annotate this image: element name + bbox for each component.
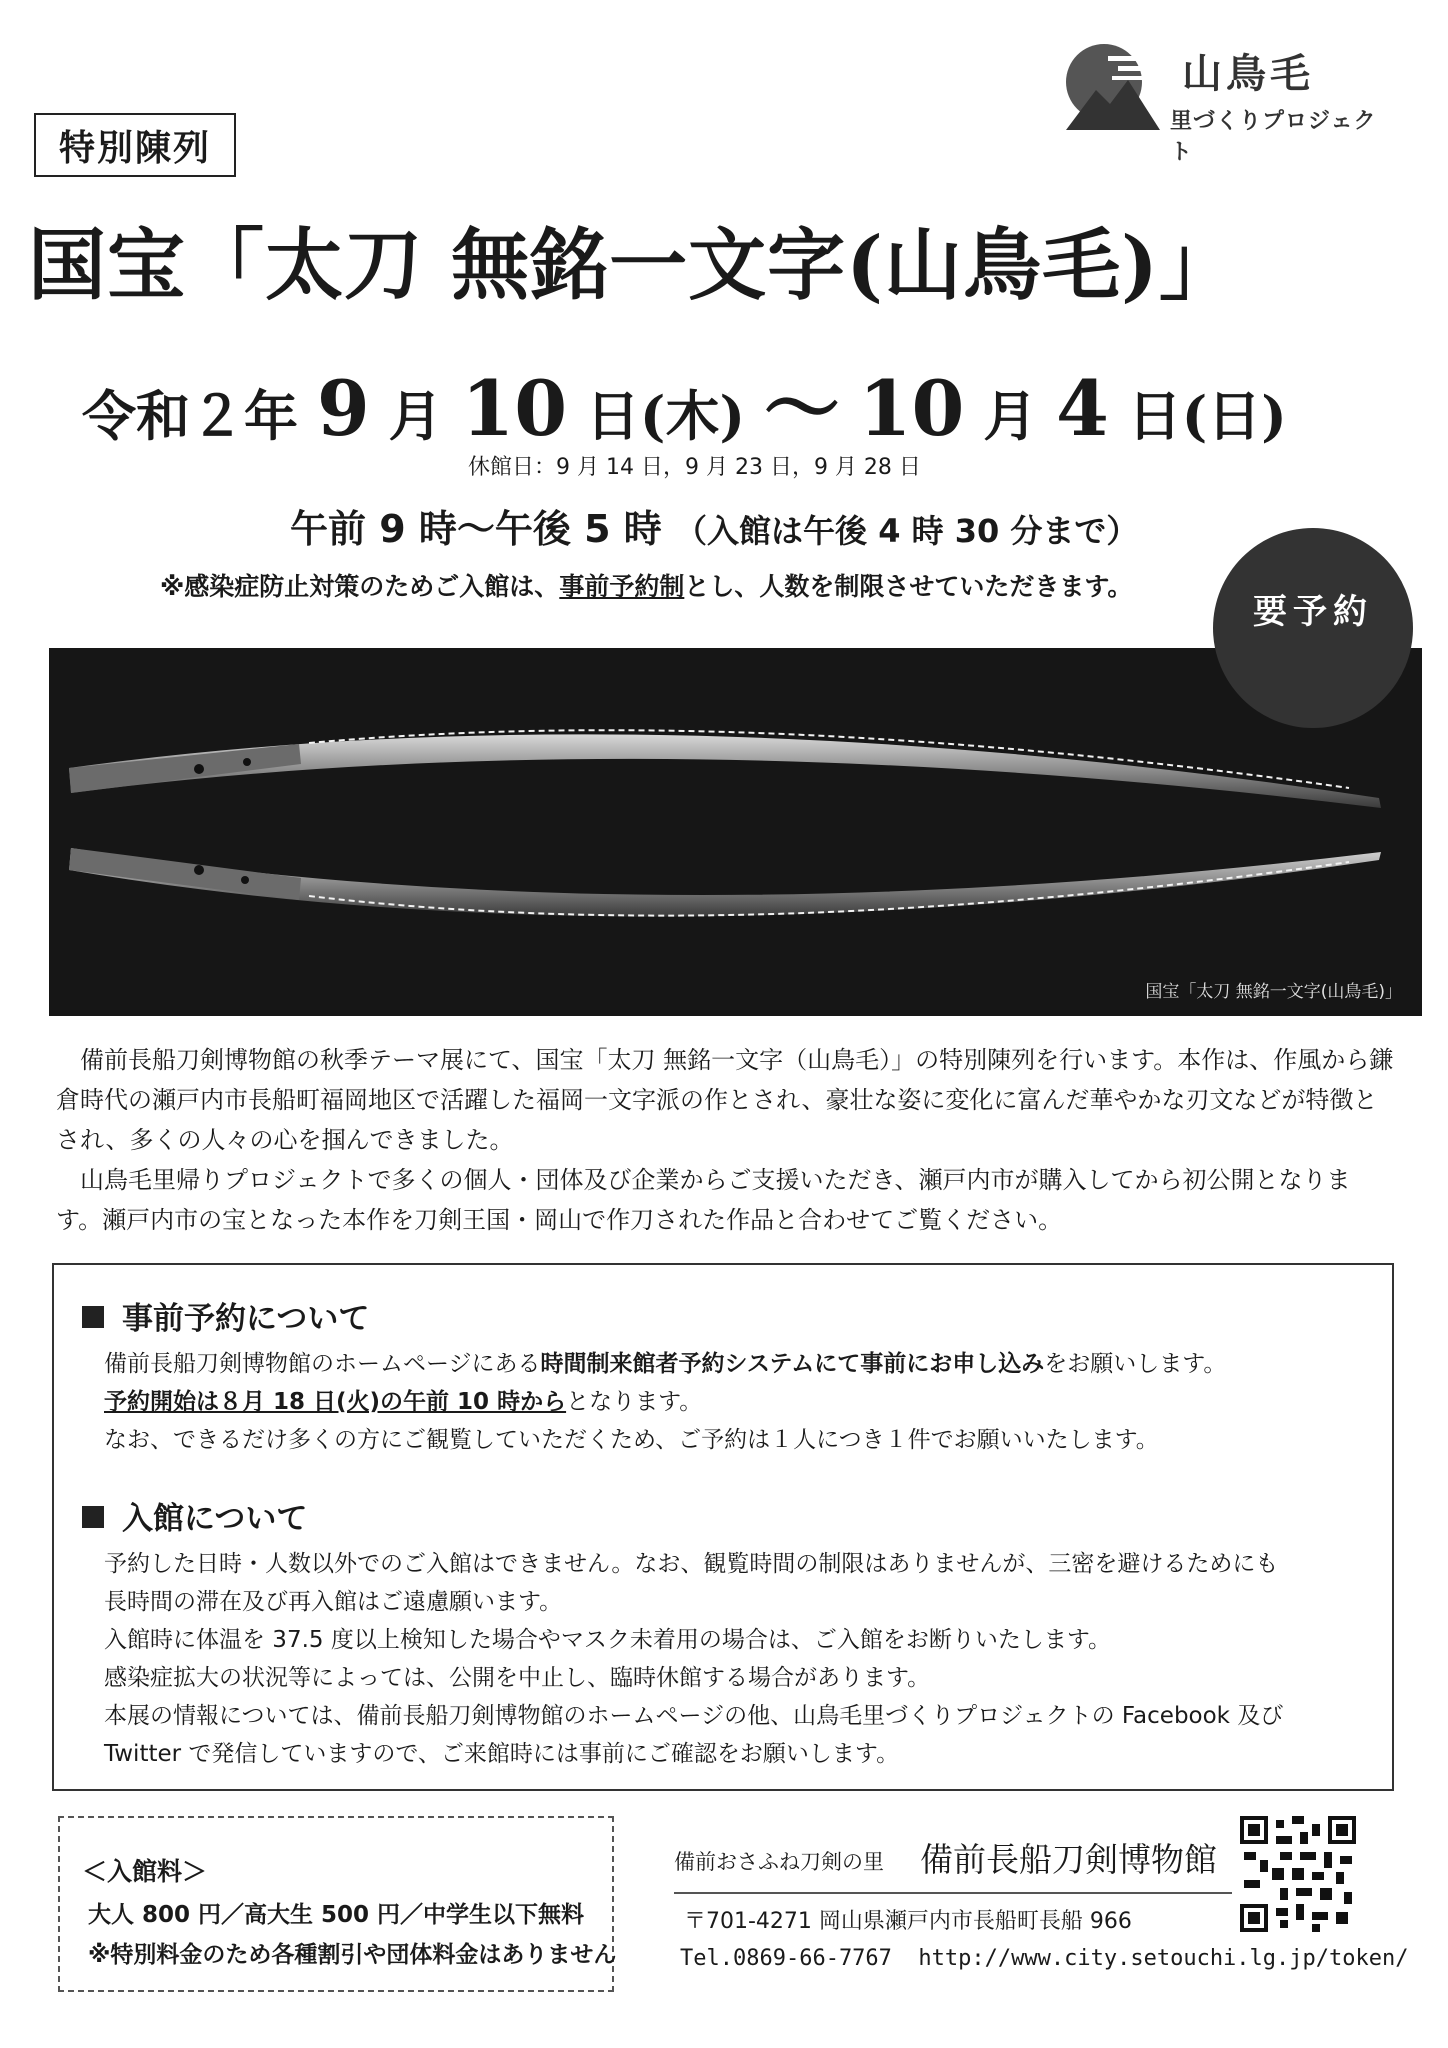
date-tilde: 〜	[763, 364, 840, 453]
admission-line: 入館時に体温を 37.5 度以上検知した場合やマスク未着用の場合は、ご入館をお断りいたします。	[104, 1627, 1111, 1653]
notice-text-end: とし、人数を制限させていただきます。	[684, 572, 1133, 601]
photo-caption: 国宝「太刀 無銘一文字(山鳥毛)」	[1145, 982, 1402, 1002]
hours-note: （入館は午後 4 時 30 分まで）	[675, 512, 1139, 550]
logo-subtitle: 里づくりプロジェクト	[1170, 109, 1377, 165]
end-day: 4	[1056, 364, 1109, 453]
admission-line: 長時間の滞在及び再入館はご遠慮願います。	[104, 1589, 563, 1615]
reservation-line-1-pre: 備前長船刀剣博物館のホームページにある	[104, 1351, 541, 1377]
reservation-line-1	[104, 1345, 1226, 1378]
reservation-heading	[82, 1293, 369, 1338]
notice-underlined: 事前予約制	[559, 572, 685, 601]
reservation-notice	[160, 567, 1132, 603]
admission-line: 本展の情報については、備前長船刀剣博物館のホームページの他、山鳥毛里づくりプロジェクトの Facebook 及び	[104, 1703, 1284, 1729]
info-box	[52, 1263, 1394, 1791]
closed-days: 休館日：9 月 14 日，9 月 23 日，9 月 28 日	[468, 455, 921, 480]
museum-contact	[680, 1946, 1409, 1971]
admission-line: 予約した日時・人数以外でのご入館はできません。なお、観覧時間の制限はありませんが、三密を避けるためにも	[104, 1551, 1279, 1577]
month-unit: 月	[388, 384, 443, 448]
fee-title: ＜入館料＞	[82, 1857, 208, 1886]
start-day: 10	[461, 364, 568, 453]
admission-fee-box	[58, 1816, 617, 1992]
fee-prices: 大人 800 円／高大生 500 円／中学生以下無料	[88, 1902, 585, 1928]
reservation-line-3: なお、できるだけ多くの方にご観覧していただくため、ご予約は１人につき１件でお願いいたします。	[104, 1427, 1159, 1453]
square-bullet-icon	[82, 1306, 104, 1328]
start-month: 9	[316, 364, 370, 453]
sword-photo	[49, 648, 1422, 1016]
mountain-sun-logo-icon	[1048, 40, 1168, 140]
admission-heading-text: 入館について	[122, 1501, 308, 1537]
admission-line: Twitter で発信していますので、ご来館時には事前にご確認をお願いします。	[104, 1741, 900, 1767]
reservation-required-badge: 要予約	[1213, 528, 1413, 728]
reservation-start-date: 予約開始は８月 18 日(火)の午前 10 時から	[104, 1389, 567, 1415]
reservation-line-1-bold: 時間制来館者予約システムにて事前にお申し込み	[540, 1351, 1045, 1377]
admission-heading	[82, 1493, 307, 1538]
end-dow: (日)	[1181, 384, 1287, 448]
reservation-line-2	[104, 1383, 702, 1416]
museum-address: 〒701-4271 岡山県瀬戸内市長船町長船 966	[684, 1909, 1132, 1934]
reservation-heading-text: 事前予約について	[122, 1301, 370, 1337]
description-paragraph: 備前長船刀剣博物館の秋季テーマ展にて、国宝「太刀 無銘一文字（山鳥毛）」の特別陳列を行います。本作は、作風から鎌倉時代の瀬戸内市長船町福岡地区で活躍した福岡一文字派の作とされ、豪壮な姿に変化に富んだ華やかな刃文などが特徴とされ、多くの人々の心を掴んできました。	[56, 1046, 1394, 1154]
description-paragraph: 山鳥毛里帰りプロジェクトで多くの個人・団体及び企業からご支援いただき、瀬戸内市が購入してから初公開となります。瀬戸内市の宝となった本作を刀剣王国・岡山で作刀された作品と合わせてご覧ください。	[56, 1166, 1351, 1234]
square-bullet-icon	[82, 1506, 104, 1528]
opening-hours	[290, 498, 1138, 553]
reservation-line-1-post: をお願いします。	[1044, 1351, 1227, 1377]
exhibition-dates	[82, 348, 1287, 457]
notice-text: ※感染症防止対策のためご入館は、	[160, 572, 560, 601]
hours-main: 午前 9 時〜午後 5 時	[290, 507, 662, 551]
day-unit: 日	[1127, 384, 1182, 448]
museum-name: 備前長船刀剣博物館	[920, 1840, 1217, 1879]
logo-title: 山鳥毛	[1182, 51, 1314, 97]
museum-tel: Tel.0869-66-7767	[680, 1946, 892, 1971]
divider	[674, 1892, 1232, 1894]
museum-tagline: 備前おさふね刀剣の里	[674, 1850, 884, 1874]
month-unit: 月	[983, 384, 1038, 448]
end-month: 10	[858, 364, 965, 453]
qr-code-icon[interactable]	[1240, 1816, 1356, 1932]
project-logo	[1048, 40, 1388, 165]
sword-illustration-icon	[49, 648, 1422, 1016]
description	[56, 1040, 1396, 1240]
day-unit: 日	[585, 384, 640, 448]
fee-note: ※特別料金のため各種割引や団体料金はありません	[88, 1942, 617, 1968]
special-exhibit-badge: 特別陳列	[34, 113, 236, 177]
start-dow: (木)	[639, 384, 746, 448]
reservation-line-2-post: となります。	[566, 1389, 703, 1415]
era: 令和２年	[82, 384, 298, 448]
admission-line: 感染症拡大の状況等によっては、公開を中止し、臨時休館する場合があります。	[104, 1665, 931, 1691]
page-title: 国宝「太刀 無銘一文字(山鳥毛)」	[28, 220, 1238, 311]
museum-url[interactable]: http://www.city.setouchi.lg.jp/token/	[918, 1946, 1409, 1971]
